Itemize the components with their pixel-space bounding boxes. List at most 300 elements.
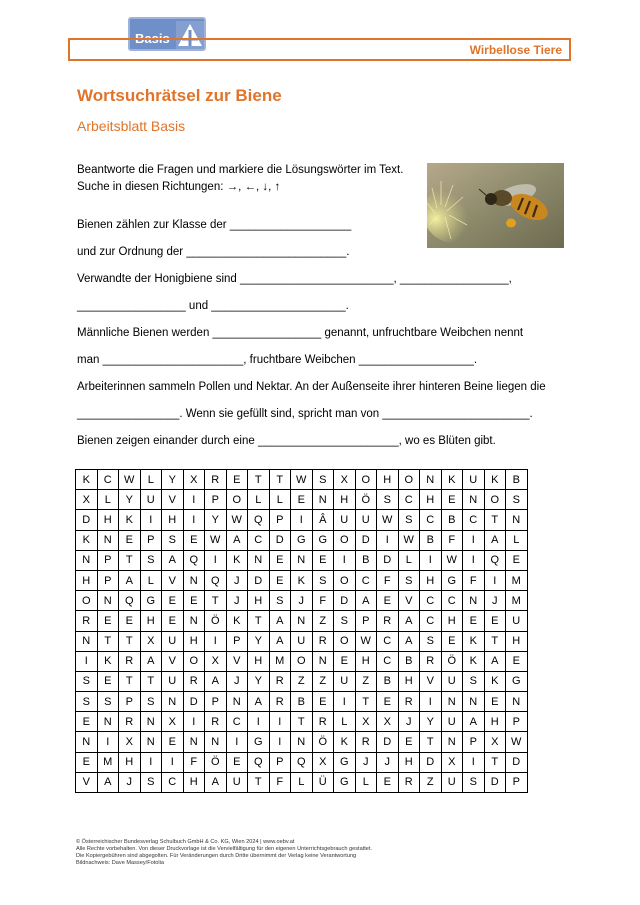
grid-cell[interactable]: O	[334, 530, 356, 550]
grid-cell[interactable]: S	[334, 611, 356, 631]
grid-cell[interactable]: S	[312, 570, 334, 590]
grid-cell[interactable]: L	[97, 490, 119, 510]
grid-cell[interactable]: F	[463, 570, 485, 590]
grid-cell[interactable]: Q	[248, 752, 270, 772]
grid-cell[interactable]: P	[269, 752, 291, 772]
grid-cell[interactable]: A	[97, 772, 119, 792]
grid-cell[interactable]: A	[355, 591, 377, 611]
grid-cell[interactable]: Ö	[205, 752, 227, 772]
grid-cell[interactable]: E	[441, 631, 463, 651]
grid-cell[interactable]: H	[441, 611, 463, 631]
grid-cell[interactable]: I	[97, 732, 119, 752]
grid-cell[interactable]: T	[291, 712, 313, 732]
grid-cell[interactable]: R	[269, 671, 291, 691]
grid-cell[interactable]: I	[463, 530, 485, 550]
grid-cell[interactable]: P	[506, 712, 528, 732]
grid-cell[interactable]: Y	[248, 631, 270, 651]
grid-cell[interactable]: R	[355, 732, 377, 752]
grid-cell[interactable]: I	[377, 530, 399, 550]
grid-cell[interactable]: E	[312, 550, 334, 570]
grid-cell[interactable]: J	[377, 752, 399, 772]
grid-cell[interactable]: W	[226, 510, 248, 530]
grid-cell[interactable]: D	[269, 530, 291, 550]
grid-cell[interactable]: A	[162, 550, 184, 570]
grid-cell[interactable]: C	[248, 530, 270, 550]
grid-cell[interactable]: H	[334, 490, 356, 510]
grid-cell[interactable]: U	[441, 712, 463, 732]
grid-cell[interactable]: O	[355, 470, 377, 490]
grid-cell[interactable]: Ü	[312, 772, 334, 792]
grid-cell[interactable]: I	[334, 550, 356, 570]
grid-cell[interactable]: R	[76, 611, 98, 631]
grid-cell[interactable]: E	[441, 490, 463, 510]
grid-cell[interactable]: D	[183, 692, 205, 712]
grid-cell[interactable]: J	[119, 772, 141, 792]
grid-cell[interactable]: P	[355, 611, 377, 631]
grid-cell[interactable]: L	[269, 490, 291, 510]
grid-cell[interactable]: J	[226, 671, 248, 691]
grid-cell[interactable]: V	[162, 490, 184, 510]
grid-cell[interactable]: H	[140, 611, 162, 631]
grid-cell[interactable]: E	[226, 752, 248, 772]
grid-cell[interactable]: Ö	[312, 732, 334, 752]
grid-cell[interactable]: X	[441, 752, 463, 772]
grid-cell[interactable]: P	[205, 692, 227, 712]
grid-cell[interactable]: L	[140, 570, 162, 590]
grid-cell[interactable]: Z	[312, 611, 334, 631]
grid-cell[interactable]: A	[205, 671, 227, 691]
grid-cell[interactable]: S	[97, 692, 119, 712]
grid-cell[interactable]: N	[76, 631, 98, 651]
grid-cell[interactable]: D	[377, 732, 399, 752]
grid-cell[interactable]: I	[140, 510, 162, 530]
grid-cell[interactable]: K	[76, 470, 98, 490]
grid-cell[interactable]: A	[463, 712, 485, 732]
grid-cell[interactable]: E	[377, 772, 399, 792]
grid-cell[interactable]: O	[484, 490, 506, 510]
grid-cell[interactable]: A	[269, 611, 291, 631]
grid-cell[interactable]: E	[334, 651, 356, 671]
grid-cell[interactable]: K	[291, 570, 313, 590]
grid-cell[interactable]: X	[334, 470, 356, 490]
grid-cell[interactable]: Y	[119, 490, 141, 510]
grid-cell[interactable]: G	[334, 752, 356, 772]
grid-cell[interactable]: E	[183, 530, 205, 550]
grid-cell[interactable]: S	[463, 772, 485, 792]
grid-cell[interactable]: H	[183, 631, 205, 651]
grid-cell[interactable]: R	[205, 470, 227, 490]
grid-cell[interactable]: S	[76, 692, 98, 712]
grid-cell[interactable]: X	[312, 752, 334, 772]
grid-cell[interactable]: P	[119, 692, 141, 712]
grid-cell[interactable]: W	[119, 470, 141, 490]
grid-cell[interactable]: I	[162, 752, 184, 772]
grid-cell[interactable]: E	[226, 470, 248, 490]
grid-cell[interactable]: J	[226, 591, 248, 611]
grid-cell[interactable]: T	[269, 470, 291, 490]
grid-cell[interactable]: T	[420, 732, 442, 752]
grid-cell[interactable]: G	[441, 570, 463, 590]
grid-cell[interactable]: E	[484, 611, 506, 631]
grid-cell[interactable]: V	[76, 772, 98, 792]
grid-cell[interactable]: N	[205, 732, 227, 752]
grid-cell[interactable]: V	[226, 651, 248, 671]
grid-cell[interactable]: W	[441, 550, 463, 570]
grid-cell[interactable]: F	[441, 530, 463, 550]
grid-cell[interactable]: Y	[205, 510, 227, 530]
grid-cell[interactable]: L	[398, 550, 420, 570]
grid-cell[interactable]: T	[248, 470, 270, 490]
grid-cell[interactable]: N	[183, 570, 205, 590]
grid-cell[interactable]: I	[226, 732, 248, 752]
grid-cell[interactable]: H	[506, 631, 528, 651]
grid-cell[interactable]: Q	[119, 591, 141, 611]
grid-cell[interactable]: H	[484, 712, 506, 732]
grid-cell[interactable]: A	[398, 631, 420, 651]
grid-cell[interactable]: C	[226, 712, 248, 732]
grid-cell[interactable]: I	[420, 550, 442, 570]
grid-cell[interactable]: H	[420, 570, 442, 590]
grid-cell[interactable]: I	[334, 692, 356, 712]
grid-cell[interactable]: V	[162, 651, 184, 671]
grid-cell[interactable]: N	[183, 611, 205, 631]
grid-cell[interactable]: E	[76, 712, 98, 732]
grid-cell[interactable]: R	[420, 651, 442, 671]
grid-cell[interactable]: N	[441, 692, 463, 712]
grid-cell[interactable]: N	[248, 550, 270, 570]
grid-cell[interactable]: N	[420, 470, 442, 490]
grid-cell[interactable]: U	[463, 470, 485, 490]
grid-cell[interactable]: E	[484, 692, 506, 712]
grid-cell[interactable]: P	[97, 550, 119, 570]
grid-cell[interactable]: L	[355, 772, 377, 792]
grid-cell[interactable]: T	[119, 550, 141, 570]
grid-cell[interactable]: P	[205, 490, 227, 510]
grid-cell[interactable]: C	[463, 510, 485, 530]
grid-cell[interactable]: D	[506, 752, 528, 772]
grid-cell[interactable]: A	[484, 651, 506, 671]
grid-cell[interactable]: A	[226, 530, 248, 550]
grid-cell[interactable]: B	[398, 651, 420, 671]
grid-cell[interactable]: N	[183, 732, 205, 752]
grid-cell[interactable]: E	[97, 611, 119, 631]
grid-cell[interactable]: H	[162, 510, 184, 530]
grid-cell[interactable]: H	[420, 490, 442, 510]
grid-cell[interactable]: Q	[183, 550, 205, 570]
grid-cell[interactable]: E	[162, 611, 184, 631]
grid-cell[interactable]: Q	[248, 510, 270, 530]
grid-cell[interactable]: H	[119, 752, 141, 772]
grid-cell[interactable]: M	[506, 570, 528, 590]
grid-cell[interactable]: S	[312, 470, 334, 490]
grid-cell[interactable]: T	[484, 631, 506, 651]
grid-cell[interactable]: I	[291, 510, 313, 530]
grid-cell[interactable]: P	[269, 510, 291, 530]
grid-cell[interactable]: S	[398, 510, 420, 530]
grid-cell[interactable]: O	[398, 470, 420, 490]
grid-cell[interactable]: U	[441, 772, 463, 792]
grid-cell[interactable]: H	[377, 470, 399, 490]
grid-cell[interactable]: P	[226, 631, 248, 651]
grid-cell[interactable]: T	[119, 671, 141, 691]
grid-cell[interactable]: V	[398, 591, 420, 611]
grid-cell[interactable]: T	[248, 611, 270, 631]
grid-cell[interactable]: S	[463, 671, 485, 691]
grid-cell[interactable]: C	[377, 651, 399, 671]
grid-cell[interactable]: S	[140, 772, 162, 792]
grid-cell[interactable]: N	[463, 692, 485, 712]
grid-cell[interactable]: W	[205, 530, 227, 550]
grid-cell[interactable]: N	[162, 692, 184, 712]
grid-cell[interactable]: T	[97, 631, 119, 651]
grid-cell[interactable]: T	[205, 591, 227, 611]
grid-cell[interactable]: K	[226, 611, 248, 631]
grid-cell[interactable]: C	[441, 591, 463, 611]
grid-cell[interactable]: A	[398, 611, 420, 631]
grid-cell[interactable]: J	[226, 570, 248, 590]
grid-cell[interactable]: S	[269, 591, 291, 611]
grid-cell[interactable]: T	[484, 752, 506, 772]
grid-cell[interactable]: E	[269, 570, 291, 590]
grid-cell[interactable]: G	[248, 732, 270, 752]
grid-cell[interactable]: I	[269, 712, 291, 732]
grid-cell[interactable]: M	[269, 651, 291, 671]
grid-cell[interactable]: N	[291, 550, 313, 570]
grid-cell[interactable]: N	[291, 732, 313, 752]
grid-cell[interactable]: T	[484, 510, 506, 530]
grid-cell[interactable]: I	[205, 550, 227, 570]
grid-cell[interactable]: O	[334, 570, 356, 590]
grid-cell[interactable]: Ö	[441, 651, 463, 671]
grid-cell[interactable]: O	[76, 591, 98, 611]
grid-cell[interactable]: U	[162, 671, 184, 691]
grid-cell[interactable]: X	[205, 651, 227, 671]
grid-cell[interactable]: Z	[420, 772, 442, 792]
grid-cell[interactable]: E	[119, 530, 141, 550]
grid-cell[interactable]: Y	[162, 470, 184, 490]
grid-cell[interactable]: E	[377, 692, 399, 712]
grid-cell[interactable]: S	[162, 530, 184, 550]
grid-cell[interactable]: D	[355, 530, 377, 550]
grid-cell[interactable]: X	[140, 631, 162, 651]
grid-cell[interactable]: U	[226, 772, 248, 792]
grid-cell[interactable]: B	[441, 510, 463, 530]
grid-cell[interactable]: E	[119, 611, 141, 631]
grid-cell[interactable]: I	[76, 651, 98, 671]
grid-cell[interactable]: W	[506, 732, 528, 752]
grid-cell[interactable]: D	[377, 550, 399, 570]
grid-cell[interactable]: H	[398, 671, 420, 691]
grid-cell[interactable]: B	[291, 692, 313, 712]
grid-cell[interactable]: X	[377, 712, 399, 732]
grid-cell[interactable]: R	[377, 611, 399, 631]
grid-cell[interactable]: P	[463, 732, 485, 752]
grid-cell[interactable]: D	[420, 752, 442, 772]
grid-cell[interactable]: O	[226, 490, 248, 510]
grid-cell[interactable]: S	[506, 490, 528, 510]
grid-cell[interactable]: X	[355, 712, 377, 732]
grid-cell[interactable]: U	[140, 490, 162, 510]
grid-cell[interactable]: K	[484, 671, 506, 691]
grid-cell[interactable]: E	[162, 591, 184, 611]
grid-cell[interactable]: C	[420, 591, 442, 611]
grid-cell[interactable]: R	[119, 651, 141, 671]
grid-cell[interactable]: W	[291, 470, 313, 490]
grid-cell[interactable]: R	[312, 712, 334, 732]
grid-cell[interactable]: A	[269, 631, 291, 651]
grid-cell[interactable]: S	[140, 550, 162, 570]
grid-cell[interactable]: Z	[355, 671, 377, 691]
grid-cell[interactable]: E	[506, 651, 528, 671]
grid-cell[interactable]: N	[97, 530, 119, 550]
grid-cell[interactable]: U	[506, 611, 528, 631]
grid-cell[interactable]: E	[506, 550, 528, 570]
grid-cell[interactable]: T	[119, 631, 141, 651]
grid-cell[interactable]: E	[183, 591, 205, 611]
grid-cell[interactable]: I	[248, 712, 270, 732]
grid-cell[interactable]: H	[398, 752, 420, 772]
grid-cell[interactable]: Â	[312, 510, 334, 530]
grid-cell[interactable]: V	[162, 570, 184, 590]
grid-cell[interactable]: Y	[248, 671, 270, 691]
grid-cell[interactable]: Y	[420, 712, 442, 732]
grid-cell[interactable]: Ö	[355, 490, 377, 510]
grid-cell[interactable]: D	[334, 591, 356, 611]
grid-cell[interactable]: I	[269, 732, 291, 752]
grid-cell[interactable]: D	[484, 772, 506, 792]
grid-cell[interactable]: G	[140, 591, 162, 611]
grid-cell[interactable]: R	[119, 712, 141, 732]
grid-cell[interactable]: A	[119, 570, 141, 590]
grid-cell[interactable]: S	[76, 671, 98, 691]
grid-cell[interactable]: C	[420, 510, 442, 530]
grid-cell[interactable]: N	[463, 490, 485, 510]
grid-cell[interactable]: N	[97, 712, 119, 732]
grid-cell[interactable]: R	[183, 671, 205, 691]
grid-cell[interactable]: N	[441, 732, 463, 752]
grid-cell[interactable]: H	[183, 772, 205, 792]
grid-cell[interactable]: H	[248, 651, 270, 671]
grid-cell[interactable]: S	[140, 692, 162, 712]
grid-cell[interactable]: N	[97, 591, 119, 611]
grid-cell[interactable]: R	[269, 692, 291, 712]
grid-cell[interactable]: K	[76, 530, 98, 550]
grid-cell[interactable]: I	[140, 752, 162, 772]
grid-cell[interactable]: M	[506, 591, 528, 611]
grid-cell[interactable]: E	[398, 732, 420, 752]
grid-cell[interactable]: H	[355, 651, 377, 671]
grid-cell[interactable]: K	[484, 470, 506, 490]
grid-cell[interactable]: W	[377, 510, 399, 530]
grid-cell[interactable]: Q	[291, 752, 313, 772]
grid-cell[interactable]: Z	[291, 671, 313, 691]
grid-cell[interactable]: W	[398, 530, 420, 550]
grid-cell[interactable]: E	[162, 732, 184, 752]
grid-cell[interactable]: I	[463, 752, 485, 772]
grid-cell[interactable]: U	[355, 510, 377, 530]
grid-cell[interactable]: S	[420, 631, 442, 651]
grid-cell[interactable]: C	[162, 772, 184, 792]
grid-cell[interactable]: N	[312, 490, 334, 510]
grid-cell[interactable]: K	[463, 631, 485, 651]
grid-cell[interactable]: A	[140, 651, 162, 671]
grid-cell[interactable]: S	[398, 570, 420, 590]
grid-cell[interactable]: T	[355, 692, 377, 712]
grid-cell[interactable]: U	[441, 671, 463, 691]
grid-cell[interactable]: L	[291, 772, 313, 792]
grid-cell[interactable]: B	[506, 470, 528, 490]
grid-cell[interactable]: N	[463, 591, 485, 611]
grid-cell[interactable]: Ö	[205, 611, 227, 631]
grid-cell[interactable]: F	[312, 591, 334, 611]
grid-cell[interactable]: N	[76, 550, 98, 570]
grid-cell[interactable]: M	[97, 752, 119, 772]
grid-cell[interactable]: D	[76, 510, 98, 530]
grid-cell[interactable]: E	[269, 550, 291, 570]
grid-cell[interactable]: G	[312, 530, 334, 550]
grid-cell[interactable]: G	[334, 772, 356, 792]
grid-cell[interactable]: H	[97, 510, 119, 530]
grid-cell[interactable]: N	[226, 692, 248, 712]
grid-cell[interactable]: F	[269, 772, 291, 792]
grid-cell[interactable]: V	[420, 671, 442, 691]
grid-cell[interactable]: H	[76, 570, 98, 590]
grid-cell[interactable]: E	[377, 591, 399, 611]
grid-cell[interactable]: E	[463, 611, 485, 631]
grid-cell[interactable]: N	[506, 692, 528, 712]
grid-cell[interactable]: J	[355, 752, 377, 772]
grid-cell[interactable]: N	[76, 732, 98, 752]
grid-cell[interactable]: L	[334, 712, 356, 732]
grid-cell[interactable]: L	[140, 470, 162, 490]
grid-cell[interactable]: C	[355, 570, 377, 590]
grid-cell[interactable]: P	[140, 530, 162, 550]
grid-cell[interactable]: I	[420, 692, 442, 712]
grid-cell[interactable]: X	[76, 490, 98, 510]
grid-cell[interactable]: K	[226, 550, 248, 570]
grid-cell[interactable]: U	[334, 671, 356, 691]
grid-cell[interactable]: R	[398, 772, 420, 792]
grid-cell[interactable]: R	[205, 712, 227, 732]
grid-cell[interactable]: F	[377, 570, 399, 590]
grid-cell[interactable]: E	[291, 490, 313, 510]
grid-cell[interactable]: C	[398, 490, 420, 510]
grid-cell[interactable]: C	[420, 611, 442, 631]
grid-cell[interactable]: K	[97, 651, 119, 671]
grid-cell[interactable]: J	[484, 591, 506, 611]
grid-cell[interactable]: N	[291, 611, 313, 631]
grid-cell[interactable]: I	[463, 550, 485, 570]
grid-cell[interactable]: A	[205, 772, 227, 792]
grid-cell[interactable]: I	[484, 570, 506, 590]
grid-cell[interactable]: K	[441, 470, 463, 490]
grid-cell[interactable]: P	[97, 570, 119, 590]
grid-cell[interactable]: F	[183, 752, 205, 772]
grid-cell[interactable]: G	[506, 671, 528, 691]
grid-cell[interactable]: X	[119, 732, 141, 752]
grid-cell[interactable]: W	[355, 631, 377, 651]
grid-cell[interactable]: S	[377, 490, 399, 510]
grid-cell[interactable]: Q	[484, 550, 506, 570]
grid-cell[interactable]: U	[291, 631, 313, 651]
grid-cell[interactable]: P	[506, 772, 528, 792]
grid-cell[interactable]: C	[97, 470, 119, 490]
grid-cell[interactable]: K	[334, 732, 356, 752]
grid-cell[interactable]: O	[334, 631, 356, 651]
grid-cell[interactable]: K	[463, 651, 485, 671]
grid-cell[interactable]: G	[291, 530, 313, 550]
grid-cell[interactable]: K	[119, 510, 141, 530]
